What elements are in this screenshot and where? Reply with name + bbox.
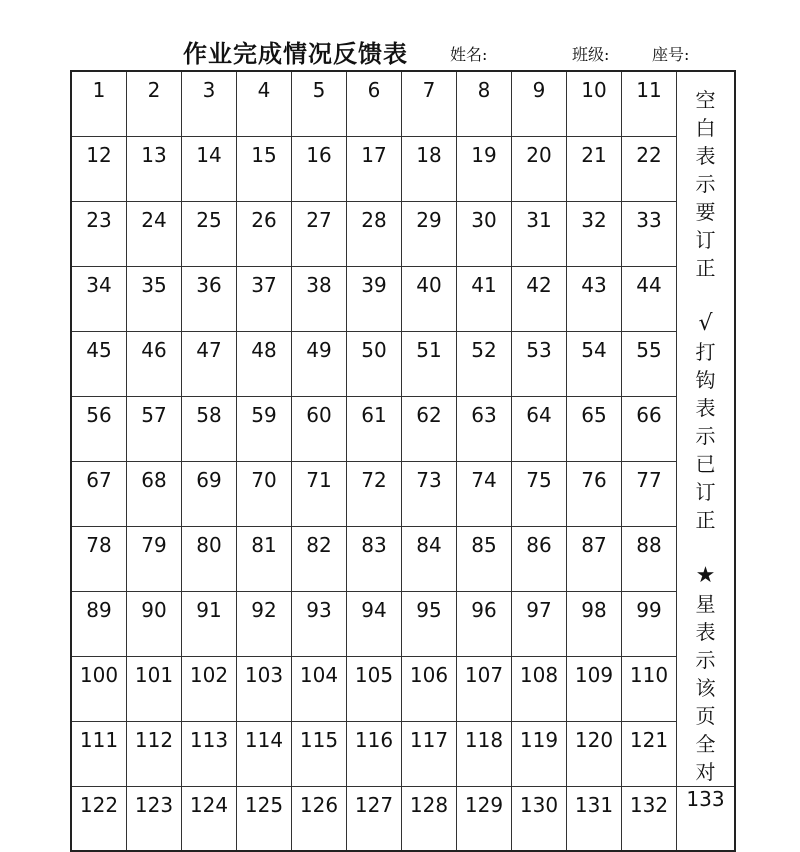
problem-number-cell[interactable]: 34 bbox=[71, 266, 127, 331]
problem-number-cell[interactable]: 61 bbox=[347, 396, 402, 461]
problem-number-cell[interactable]: 94 bbox=[347, 591, 402, 656]
problem-number-cell[interactable]: 41 bbox=[457, 266, 512, 331]
legend-column bbox=[677, 71, 736, 787]
problem-number-cell[interactable]: 20 bbox=[512, 137, 567, 202]
problem-number-cell[interactable]: 128 bbox=[402, 787, 457, 852]
form-header bbox=[0, 30, 800, 70]
grid-row bbox=[71, 461, 735, 526]
grid-row bbox=[71, 266, 735, 331]
problem-number-cell[interactable]: 119 bbox=[512, 721, 567, 786]
problem-number-cell[interactable]: 9 bbox=[512, 71, 567, 137]
problem-number-cell[interactable]: 109 bbox=[567, 656, 622, 721]
problem-number-cell[interactable]: 45 bbox=[71, 331, 127, 396]
problem-number-cell-last[interactable]: 133 bbox=[677, 787, 736, 852]
problem-number-cell[interactable]: 66 bbox=[622, 396, 677, 461]
problem-number-cell[interactable]: 22 bbox=[622, 137, 677, 202]
problem-number-cell[interactable]: 73 bbox=[402, 461, 457, 526]
problem-number-cell[interactable]: 29 bbox=[402, 201, 457, 266]
problem-number-cell[interactable]: 65 bbox=[567, 396, 622, 461]
class-field-label: 班级: bbox=[572, 45, 610, 64]
problem-number-cell[interactable]: 60 bbox=[292, 396, 347, 461]
problem-number-cell[interactable]: 108 bbox=[512, 656, 567, 721]
problem-number-cell[interactable]: 42 bbox=[512, 266, 567, 331]
problem-number-cell[interactable]: 64 bbox=[512, 396, 567, 461]
problem-number-cell[interactable]: 21 bbox=[567, 137, 622, 202]
problem-number-cell[interactable]: 101 bbox=[127, 656, 182, 721]
problem-number-cell[interactable]: 14 bbox=[182, 137, 237, 202]
problem-number-cell[interactable]: 62 bbox=[402, 396, 457, 461]
problem-number-cell[interactable]: 13 bbox=[127, 137, 182, 202]
problem-number-cell[interactable]: 110 bbox=[622, 656, 677, 721]
problem-number-cell[interactable]: 82 bbox=[292, 526, 347, 591]
problem-number-cell[interactable]: 107 bbox=[457, 656, 512, 721]
problem-number-cell[interactable]: 100 bbox=[71, 656, 127, 721]
problem-number-cell[interactable]: 33 bbox=[622, 201, 677, 266]
problem-number-cell[interactable]: 56 bbox=[71, 396, 127, 461]
problem-number-cell[interactable]: 86 bbox=[512, 526, 567, 591]
problem-number-cell[interactable]: 92 bbox=[237, 591, 292, 656]
legend bbox=[677, 72, 734, 786]
problem-number-cell[interactable]: 102 bbox=[182, 656, 237, 721]
problem-number-cell[interactable]: 24 bbox=[127, 201, 182, 266]
problem-number-cell[interactable]: 49 bbox=[292, 331, 347, 396]
problem-number-cell[interactable]: 79 bbox=[127, 526, 182, 591]
problem-number-cell[interactable]: 3 bbox=[182, 71, 237, 137]
grid-row bbox=[71, 787, 735, 852]
problem-number-cell[interactable]: 131 bbox=[567, 787, 622, 852]
problem-number-cell[interactable]: 80 bbox=[182, 526, 237, 591]
problem-number-cell[interactable]: 93 bbox=[292, 591, 347, 656]
problem-number-cell[interactable]: 99 bbox=[622, 591, 677, 656]
problem-number-cell[interactable]: 32 bbox=[567, 201, 622, 266]
problem-number-cell[interactable]: 78 bbox=[71, 526, 127, 591]
problem-number-cell[interactable]: 114 bbox=[237, 721, 292, 786]
problem-number-cell[interactable]: 121 bbox=[622, 721, 677, 786]
problem-number-cell[interactable]: 1 bbox=[71, 71, 127, 137]
name-field-label: 姓名: bbox=[450, 45, 488, 64]
problem-number-cell[interactable]: 113 bbox=[182, 721, 237, 786]
problem-number-cell[interactable]: 25 bbox=[182, 201, 237, 266]
problem-number-cell[interactable]: 43 bbox=[567, 266, 622, 331]
problem-number-cell[interactable]: 8 bbox=[457, 71, 512, 137]
problem-number-cell[interactable]: 44 bbox=[622, 266, 677, 331]
problem-number-cell[interactable]: 51 bbox=[402, 331, 457, 396]
problem-number-cell[interactable]: 117 bbox=[402, 721, 457, 786]
problem-number-cell[interactable]: 127 bbox=[347, 787, 402, 852]
problem-number-cell[interactable]: 5 bbox=[292, 71, 347, 137]
grid-row bbox=[71, 656, 735, 721]
problem-number-cell[interactable]: 30 bbox=[457, 201, 512, 266]
problem-number-cell[interactable]: 50 bbox=[347, 331, 402, 396]
problem-number-cell[interactable]: 83 bbox=[347, 526, 402, 591]
problem-number-cell[interactable]: 12 bbox=[71, 137, 127, 202]
problem-number-cell[interactable]: 63 bbox=[457, 396, 512, 461]
problem-number-cell[interactable]: 85 bbox=[457, 526, 512, 591]
problem-number-cell[interactable]: 96 bbox=[457, 591, 512, 656]
grid-row bbox=[71, 396, 735, 461]
problem-number-cell[interactable]: 98 bbox=[567, 591, 622, 656]
problem-number-cell[interactable]: 81 bbox=[237, 526, 292, 591]
problem-number-cell[interactable]: 125 bbox=[237, 787, 292, 852]
problem-number-cell[interactable]: 4 bbox=[237, 71, 292, 137]
problem-number-cell[interactable]: 97 bbox=[512, 591, 567, 656]
problem-number-cell[interactable]: 112 bbox=[127, 721, 182, 786]
problem-number-cell[interactable]: 132 bbox=[622, 787, 677, 852]
form-title: 作业完成情况反馈表 bbox=[183, 40, 408, 68]
problem-number-cell[interactable]: 52 bbox=[457, 331, 512, 396]
problem-number-cell[interactable]: 129 bbox=[457, 787, 512, 852]
problem-number-cell[interactable]: 106 bbox=[402, 656, 457, 721]
problem-number-cell[interactable]: 27 bbox=[292, 201, 347, 266]
check-legend-text: 打 钩 表 示 已 订 正 bbox=[695, 340, 716, 532]
problem-number-cell[interactable]: 74 bbox=[457, 461, 512, 526]
problem-number-cell[interactable]: 75 bbox=[512, 461, 567, 526]
problem-number-cell[interactable]: 115 bbox=[292, 721, 347, 786]
problem-number-cell[interactable]: 54 bbox=[567, 331, 622, 396]
grid-row bbox=[71, 331, 735, 396]
problem-number-cell[interactable]: 17 bbox=[347, 137, 402, 202]
problem-number-cell[interactable]: 126 bbox=[292, 787, 347, 852]
problem-number-cell[interactable]: 46 bbox=[127, 331, 182, 396]
problem-number-cell[interactable]: 2 bbox=[127, 71, 182, 137]
problem-number-cell[interactable]: 39 bbox=[347, 266, 402, 331]
problem-number-cell[interactable]: 77 bbox=[622, 461, 677, 526]
problem-number-cell[interactable]: 53 bbox=[512, 331, 567, 396]
problem-number-cell[interactable]: 84 bbox=[402, 526, 457, 591]
grid-row bbox=[71, 591, 735, 656]
problem-number-cell[interactable]: 10 bbox=[567, 71, 622, 137]
grid-row bbox=[71, 71, 735, 137]
problem-number-cell[interactable]: 58 bbox=[182, 396, 237, 461]
problem-number-cell[interactable]: 15 bbox=[237, 137, 292, 202]
problem-number-cell[interactable]: 47 bbox=[182, 331, 237, 396]
problem-number-cell[interactable]: 37 bbox=[237, 266, 292, 331]
problem-number-cell[interactable]: 11 bbox=[622, 71, 677, 137]
problem-number-cell[interactable]: 91 bbox=[182, 591, 237, 656]
problem-number-cell[interactable]: 38 bbox=[292, 266, 347, 331]
problem-number-cell[interactable]: 59 bbox=[237, 396, 292, 461]
problem-number-cell[interactable]: 6 bbox=[347, 71, 402, 137]
problem-number-cell[interactable]: 31 bbox=[512, 201, 567, 266]
problem-number-cell[interactable]: 67 bbox=[71, 461, 127, 526]
problem-number-cell[interactable]: 36 bbox=[182, 266, 237, 331]
problem-number-cell[interactable]: 69 bbox=[182, 461, 237, 526]
blank-legend-text: 空 白 表 示 要 订 正 bbox=[695, 88, 716, 280]
problem-number-cell[interactable]: 57 bbox=[127, 396, 182, 461]
star-icon: ★ bbox=[695, 563, 716, 588]
star-legend-text: 星 表 示 该 页 全 对 bbox=[695, 592, 716, 784]
problem-number-cell[interactable]: 16 bbox=[292, 137, 347, 202]
problem-number-cell[interactable]: 40 bbox=[402, 266, 457, 331]
grid-row bbox=[71, 201, 735, 266]
problem-number-cell[interactable]: 71 bbox=[292, 461, 347, 526]
check-mark-icon: √ bbox=[698, 311, 713, 336]
problem-number-cell[interactable]: 18 bbox=[402, 137, 457, 202]
problem-number-cell[interactable]: 55 bbox=[622, 331, 677, 396]
problem-number-cell[interactable]: 87 bbox=[567, 526, 622, 591]
problem-number-cell[interactable]: 130 bbox=[512, 787, 567, 852]
feedback-grid bbox=[70, 70, 736, 852]
problem-number-cell[interactable]: 88 bbox=[622, 526, 677, 591]
problem-number-cell[interactable]: 123 bbox=[127, 787, 182, 852]
problem-number-cell[interactable]: 23 bbox=[71, 201, 127, 266]
problem-number-cell[interactable]: 105 bbox=[347, 656, 402, 721]
seat-field-label: 座号: bbox=[652, 45, 690, 64]
problem-number-cell[interactable]: 118 bbox=[457, 721, 512, 786]
problem-number-cell[interactable]: 90 bbox=[127, 591, 182, 656]
problem-number-cell[interactable]: 28 bbox=[347, 201, 402, 266]
problem-number-cell[interactable]: 19 bbox=[457, 137, 512, 202]
problem-number-cell[interactable]: 95 bbox=[402, 591, 457, 656]
problem-number-cell[interactable]: 122 bbox=[71, 787, 127, 852]
problem-number-cell[interactable]: 120 bbox=[567, 721, 622, 786]
grid-row bbox=[71, 137, 735, 202]
grid-body bbox=[71, 71, 735, 851]
problem-number-cell[interactable]: 72 bbox=[347, 461, 402, 526]
problem-number-cell[interactable]: 70 bbox=[237, 461, 292, 526]
problem-number-cell[interactable]: 48 bbox=[237, 331, 292, 396]
problem-number-cell[interactable]: 103 bbox=[237, 656, 292, 721]
problem-number-cell[interactable]: 89 bbox=[71, 591, 127, 656]
problem-number-cell[interactable]: 68 bbox=[127, 461, 182, 526]
problem-number-cell[interactable]: 76 bbox=[567, 461, 622, 526]
problem-number-cell[interactable]: 26 bbox=[237, 201, 292, 266]
problem-number-cell[interactable]: 104 bbox=[292, 656, 347, 721]
problem-number-cell[interactable]: 111 bbox=[71, 721, 127, 786]
problem-number-cell[interactable]: 7 bbox=[402, 71, 457, 137]
problem-number-cell[interactable]: 35 bbox=[127, 266, 182, 331]
grid-row bbox=[71, 721, 735, 786]
grid-row bbox=[71, 526, 735, 591]
problem-number-cell[interactable]: 124 bbox=[182, 787, 237, 852]
problem-number-cell[interactable]: 116 bbox=[347, 721, 402, 786]
